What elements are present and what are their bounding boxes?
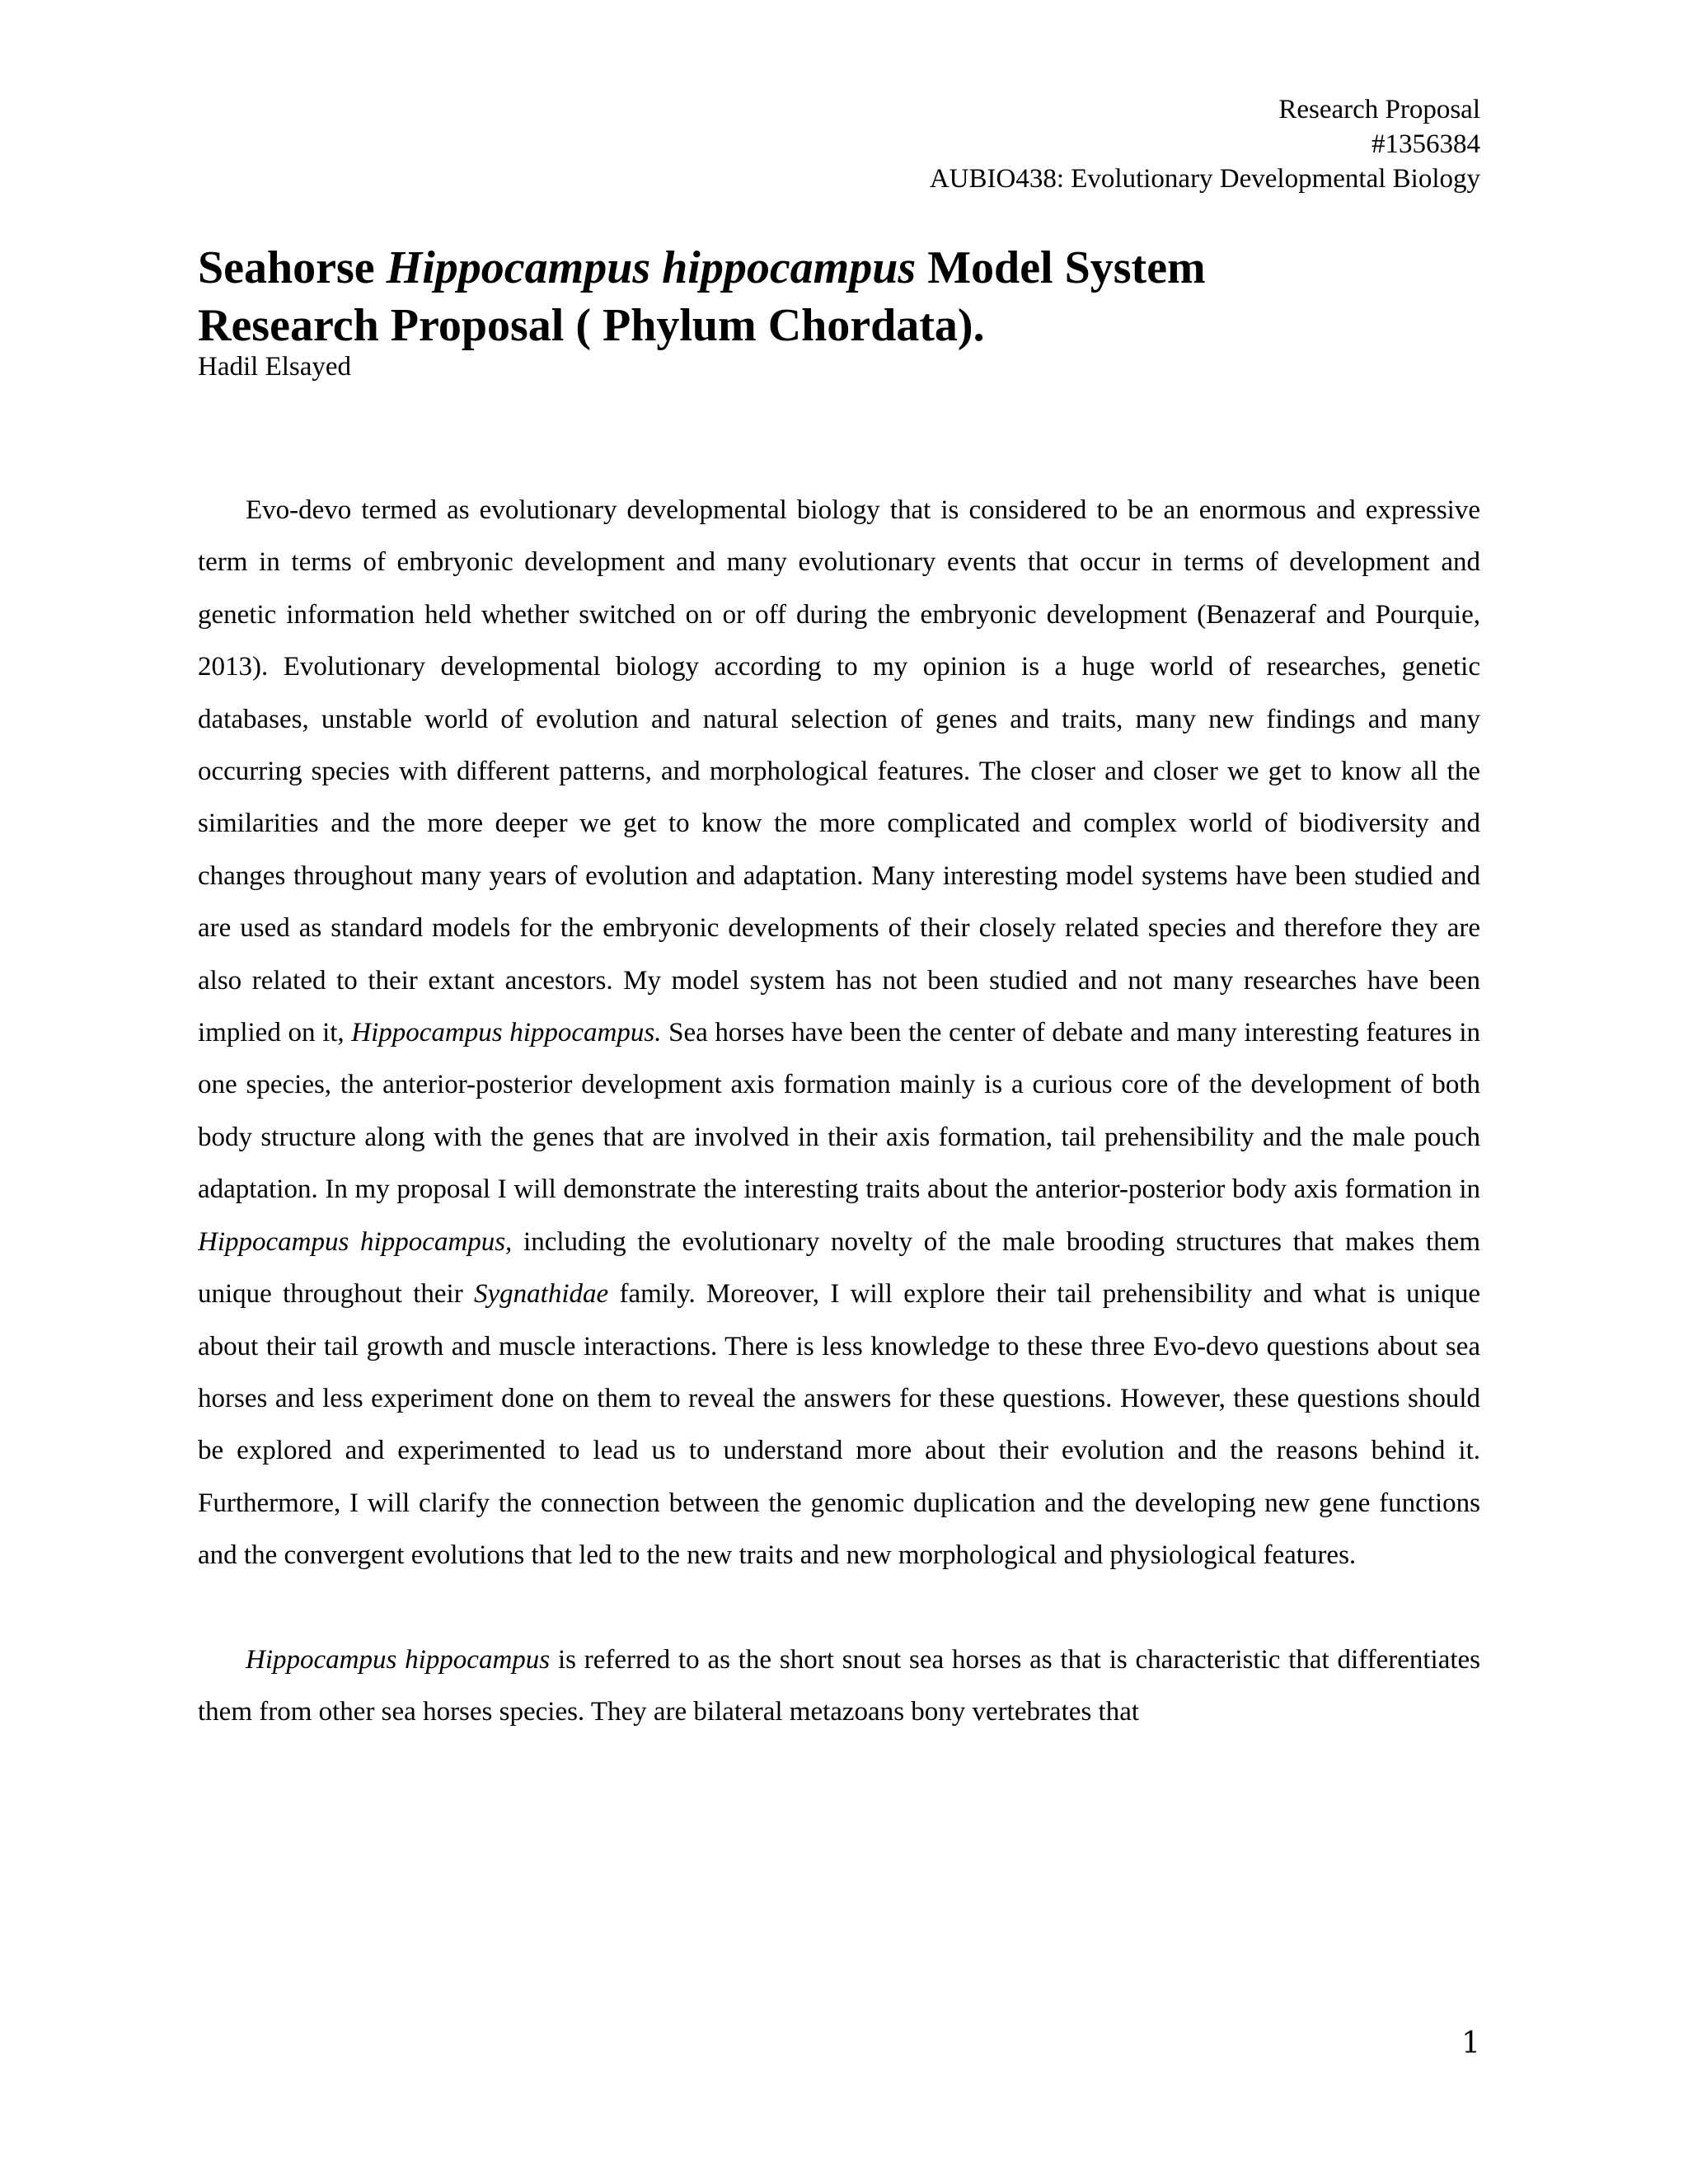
document-title <box>198 239 1517 354</box>
running-header <box>930 92 1480 196</box>
species-name: Hippocampus hippocampus <box>386 242 917 293</box>
header-course: AUBIO438: Evolutionary Developmental Biology <box>929 164 1480 194</box>
header-document-type: Research Proposal <box>1278 95 1480 124</box>
header-student-id: #1356384 <box>1372 129 1480 159</box>
title-line-2: Research Proposal ( Phylum Chordata). <box>198 300 985 351</box>
title-line-1: Seahorse Hippocampus hippocampus Model System <box>198 242 1206 293</box>
page-number: 1 <box>1461 2027 1480 2060</box>
paragraph-1: Evo-devo termed as evolutionary developmental biology that is considered to be an enormous and expressive term in terms of embryonic development and many evolutionary events that occur in terms of development and genetic information held whether switched on or off during the embryonic development (Benazeraf and Pourquie, 2013). Evolutionary developmental biology according to my opinion is a huge world of researches, genetic databases, unstable world of evolution and natural selection of genes and traits, many new findings and many occurring species with different patterns, and morphological features. The closer and closer we get to know all the similarities and the more deeper we get to know the more complicated and complex world of biodiversity and changes throughout many years of evolution and adaptation. Many interesting model systems have been studied and are used as standard models for the embryonic developments of their closely related species and therefore they are also related to their extant ancestors. My model system has not been studied and not many researches have been implied on it, Hippocampus hippocampus. Sea horses have been the center of debate and many interesting features in one species, the anterior-posterior development axis formation mainly is a curious core of the development of both body structure along with the genes that are involved in their axis formation, tail prehensibility and the male pouch adaptation. In my proposal I will demonstrate the interesting traits about the anterior-posterior body axis formation in Hippocampus hippocampus, including the evolutionary novelty of the male brooding structures that makes them unique throughout their Sygnathidae family. Moreover, I will explore their tail prehensibility and what is unique about their tail growth and muscle interactions. There is less knowledge to these three Evo-devo questions about sea horses and less experiment done on them to reveal the answers for these questions. However, these questions should be explored and experimented to lead us to understand more about their evolution and the reasons behind it. Furthermore, I will clarify the connection between the genomic duplication and the developing new gene functions and the convergent evolutions that led to the new traits and new morphological and physiological features. <box>198 495 1480 1571</box>
author-name: Hadil Elsayed <box>198 352 352 382</box>
paragraph-2: Hippocampus hippocampus is referred to as the short snout sea horses as that is characteristic that differentiates them from other sea horses species. They are bilateral metazoans bony vertebrates that <box>198 1644 1480 1727</box>
body-text <box>198 485 1480 1738</box>
